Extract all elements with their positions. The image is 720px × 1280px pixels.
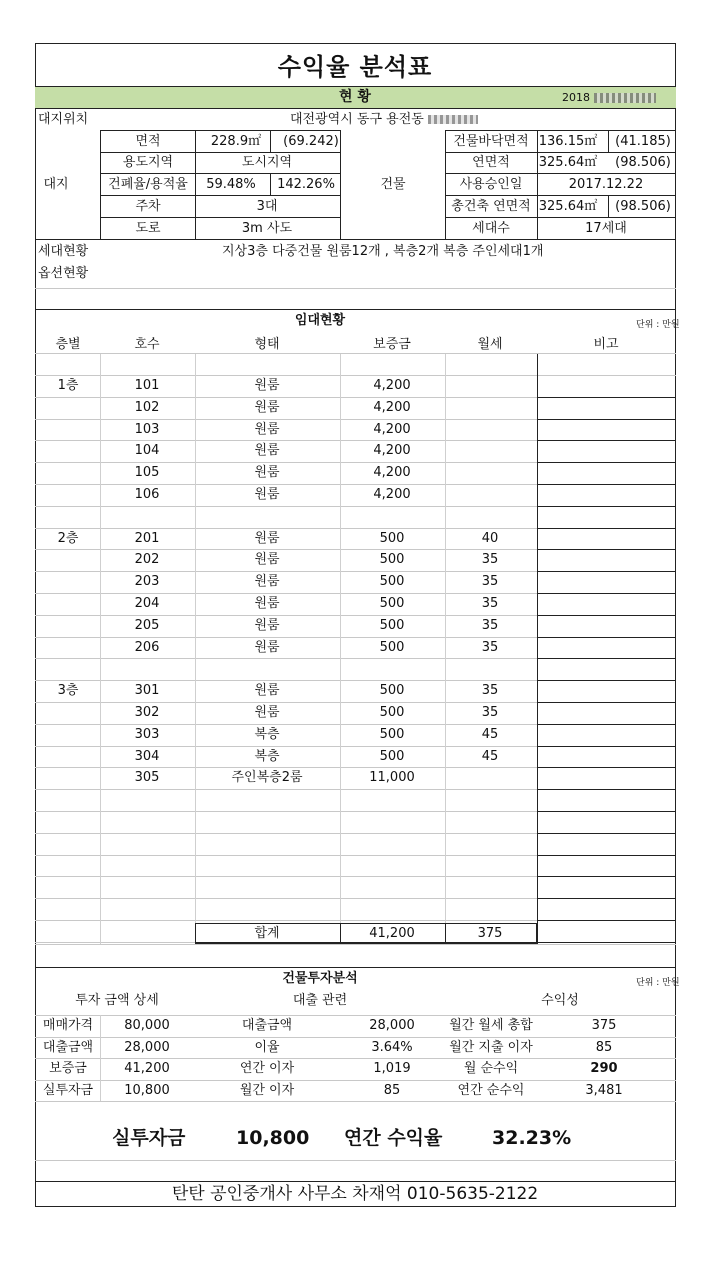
rent-cell-type: 복층 <box>254 727 280 742</box>
rent-cell-no: 203 <box>134 574 160 589</box>
summary-invest-label: 실투자금 <box>112 1127 186 1149</box>
rent-cell-deposit: 500 <box>379 552 405 567</box>
invest-label-3: 월간 월세 총합 <box>449 1018 533 1033</box>
invest-col3-head: 수익성 <box>541 993 579 1008</box>
status-label: 현 황 <box>339 89 371 105</box>
rent-cell-deposit: 500 <box>379 727 405 742</box>
rent-cell-deposit: 4,200 <box>373 400 411 415</box>
redacted-date <box>594 93 656 103</box>
location-value: 대전광역시 동구 용전동 <box>290 112 424 127</box>
gross-label: 연면적 <box>472 155 510 170</box>
invest-value-3: 3,481 <box>585 1083 623 1098</box>
area-label: 면적 <box>135 134 161 149</box>
header-floor: 층별 <box>55 337 81 352</box>
invest-label-1: 실투자금 <box>42 1083 94 1098</box>
invest-value-1: 80,000 <box>124 1018 170 1033</box>
rent-cell-deposit: 11,000 <box>369 770 415 785</box>
total-label: 합계 <box>254 926 280 941</box>
rent-cell-deposit: 500 <box>379 683 405 698</box>
invest-value-3: 375 <box>591 1018 617 1033</box>
rent-cell-type: 원룸 <box>254 487 280 502</box>
area-m2: 228.9㎡ <box>210 134 262 149</box>
rent-cell-no: 102 <box>134 400 160 415</box>
building-label: 건물 <box>380 177 406 192</box>
invest-label-3: 월 순수익 <box>463 1061 519 1076</box>
rent-cell-type: 주인복층2룸 <box>231 770 303 785</box>
rent-cell-type: 원룸 <box>254 465 280 480</box>
far-value: 142.26% <box>277 177 335 192</box>
summary-invest-value: 10,800 <box>236 1127 310 1149</box>
total-gross-py: (98.506) <box>615 199 671 214</box>
summary-yield-label: 연간 수익율 <box>344 1127 443 1149</box>
rent-cell-deposit: 500 <box>379 596 405 611</box>
invest-value-2: 1,019 <box>373 1061 411 1076</box>
option-label: 옵션현황 <box>38 266 89 281</box>
header-unit-no: 호수 <box>134 337 160 352</box>
approval-value: 2017.12.22 <box>568 177 644 192</box>
rent-cell-type: 원룸 <box>254 443 280 458</box>
rent-cell-deposit: 500 <box>379 640 405 655</box>
summary-yield-value: 32.23% <box>492 1127 572 1149</box>
footer-contact: 탄탄 공인중개사 사무소 차재억 010-5635-2122 <box>171 1184 539 1204</box>
rent-cell-rent: 35 <box>481 640 499 655</box>
rent-cell-rent: 35 <box>481 552 499 567</box>
rent-cell-rent: 45 <box>481 727 499 742</box>
rent-cell-floor: 3층 <box>57 683 79 698</box>
rent-cell-no: 201 <box>134 531 160 546</box>
rent-cell-rent: 35 <box>481 705 499 720</box>
household-status-value: 지상3층 다중건물 원룸12개 , 복층2개 복층 주인세대1개 <box>222 244 544 259</box>
rent-cell-no: 202 <box>134 552 160 567</box>
area-py: (69.242) <box>283 134 339 149</box>
invest-value-1: 41,200 <box>124 1061 170 1076</box>
rent-cell-deposit: 4,200 <box>373 487 411 502</box>
invest-title: 건물투자분석 <box>282 971 358 986</box>
status-date: 2018 <box>562 91 590 104</box>
header-type: 형태 <box>254 337 280 352</box>
header-rent: 월세 <box>477 337 503 352</box>
rent-cell-deposit: 500 <box>379 705 405 720</box>
household-status-label: 세대현황 <box>38 244 89 259</box>
gross-m2: 325.64㎡ <box>538 155 598 170</box>
total-gross-m2: 325.64㎡ <box>538 199 598 214</box>
road-value: 3m 사도 <box>241 221 293 236</box>
redacted-address <box>428 115 478 124</box>
rent-cell-type: 원룸 <box>254 640 280 655</box>
parking-value: 3대 <box>256 199 278 214</box>
invest-label-1: 대출금액 <box>42 1040 94 1055</box>
total-gross-label: 총건축 연면적 <box>451 199 531 214</box>
rent-cell-no: 104 <box>134 443 160 458</box>
rent-cell-rent: 35 <box>481 683 499 698</box>
invest-label-1: 매매가격 <box>42 1018 94 1033</box>
invest-value-2: 3.64% <box>371 1040 413 1055</box>
rent-unit: 단위 : 만원 <box>636 320 680 330</box>
ratio-label: 건폐율/용적율 <box>108 177 188 192</box>
invest-unit: 단위 : 만원 <box>636 978 680 988</box>
page-title: 수익율 분석표 <box>277 53 433 81</box>
gross-py: (98.506) <box>615 155 671 170</box>
rent-cell-no: 303 <box>134 727 160 742</box>
invest-label-2: 월간 이자 <box>239 1083 295 1098</box>
households-label: 세대수 <box>472 221 510 236</box>
rent-cell-deposit: 500 <box>379 531 405 546</box>
invest-value-2: 28,000 <box>369 1018 415 1033</box>
rent-cell-no: 305 <box>134 770 160 785</box>
invest-col1-head: 투자 금액 상세 <box>75 993 159 1008</box>
parking-label: 주차 <box>135 199 161 214</box>
header-deposit: 보증금 <box>373 337 411 352</box>
footprint-m2: 136.15㎡ <box>538 134 598 149</box>
rent-cell-type: 원룸 <box>254 531 280 546</box>
rent-cell-deposit: 500 <box>379 618 405 633</box>
rent-cell-deposit: 4,200 <box>373 443 411 458</box>
invest-label-3: 연간 순수익 <box>457 1083 525 1098</box>
rent-cell-no: 206 <box>134 640 160 655</box>
rent-cell-rent: 40 <box>481 531 499 546</box>
invest-value-3: 290 <box>590 1061 618 1076</box>
invest-value-1: 28,000 <box>124 1040 170 1055</box>
households-value: 17세대 <box>585 221 627 236</box>
rent-cell-rent: 35 <box>481 596 499 611</box>
rent-cell-type: 원룸 <box>254 705 280 720</box>
rent-cell-no: 106 <box>134 487 160 502</box>
rent-cell-no: 204 <box>134 596 160 611</box>
invest-value-1: 10,800 <box>124 1083 170 1098</box>
rent-cell-type: 원룸 <box>254 400 280 415</box>
invest-value-3: 85 <box>595 1040 613 1055</box>
rent-cell-deposit: 4,200 <box>373 378 411 393</box>
rent-cell-deposit: 4,200 <box>373 465 411 480</box>
rent-cell-no: 103 <box>134 422 160 437</box>
rent-cell-type: 원룸 <box>254 422 280 437</box>
invest-value-2: 85 <box>383 1083 401 1098</box>
rent-cell-type: 원룸 <box>254 552 280 567</box>
rent-cell-no: 304 <box>134 749 160 764</box>
rent-cell-rent: 35 <box>481 574 499 589</box>
header-note: 비고 <box>593 337 619 352</box>
road-label: 도로 <box>135 221 161 236</box>
rent-cell-type: 원룸 <box>254 596 280 611</box>
rent-cell-deposit: 500 <box>379 749 405 764</box>
zone-label: 용도지역 <box>122 155 174 170</box>
location-label: 대지위치 <box>38 112 89 127</box>
rent-cell-type: 원룸 <box>254 378 280 393</box>
total-rent: 375 <box>477 926 503 941</box>
rent-title: 임대현황 <box>294 313 346 328</box>
rent-cell-floor: 2층 <box>57 531 79 546</box>
rent-cell-floor: 1층 <box>57 378 79 393</box>
footprint-py: (41.185) <box>615 134 671 149</box>
invest-label-2: 대출금액 <box>241 1018 293 1033</box>
land-label: 대지 <box>43 177 69 192</box>
rent-cell-type: 원룸 <box>254 574 280 589</box>
invest-label-1: 보증금 <box>49 1061 87 1076</box>
rent-cell-type: 복층 <box>254 749 280 764</box>
rent-cell-deposit: 500 <box>379 574 405 589</box>
rent-cell-no: 101 <box>134 378 160 393</box>
rent-cell-no: 302 <box>134 705 160 720</box>
rent-cell-type: 원룸 <box>254 618 280 633</box>
zone-value: 도시지역 <box>241 155 293 170</box>
rent-cell-rent: 45 <box>481 749 499 764</box>
rent-cell-no: 205 <box>134 618 160 633</box>
approval-label: 사용승인일 <box>459 177 523 192</box>
rent-cell-no: 105 <box>134 465 160 480</box>
rent-cell-rent: 35 <box>481 618 499 633</box>
invest-label-2: 이율 <box>254 1040 280 1055</box>
invest-label-3: 월간 지출 이자 <box>449 1040 533 1055</box>
invest-col2-head: 대출 관련 <box>292 993 348 1008</box>
rent-cell-type: 원룸 <box>254 683 280 698</box>
total-deposit: 41,200 <box>369 926 415 941</box>
rent-cell-deposit: 4,200 <box>373 422 411 437</box>
invest-label-2: 연간 이자 <box>239 1061 295 1076</box>
footprint-label: 건물바닥면적 <box>453 134 529 149</box>
coverage-value: 59.48% <box>206 177 256 192</box>
rent-cell-no: 301 <box>134 683 160 698</box>
